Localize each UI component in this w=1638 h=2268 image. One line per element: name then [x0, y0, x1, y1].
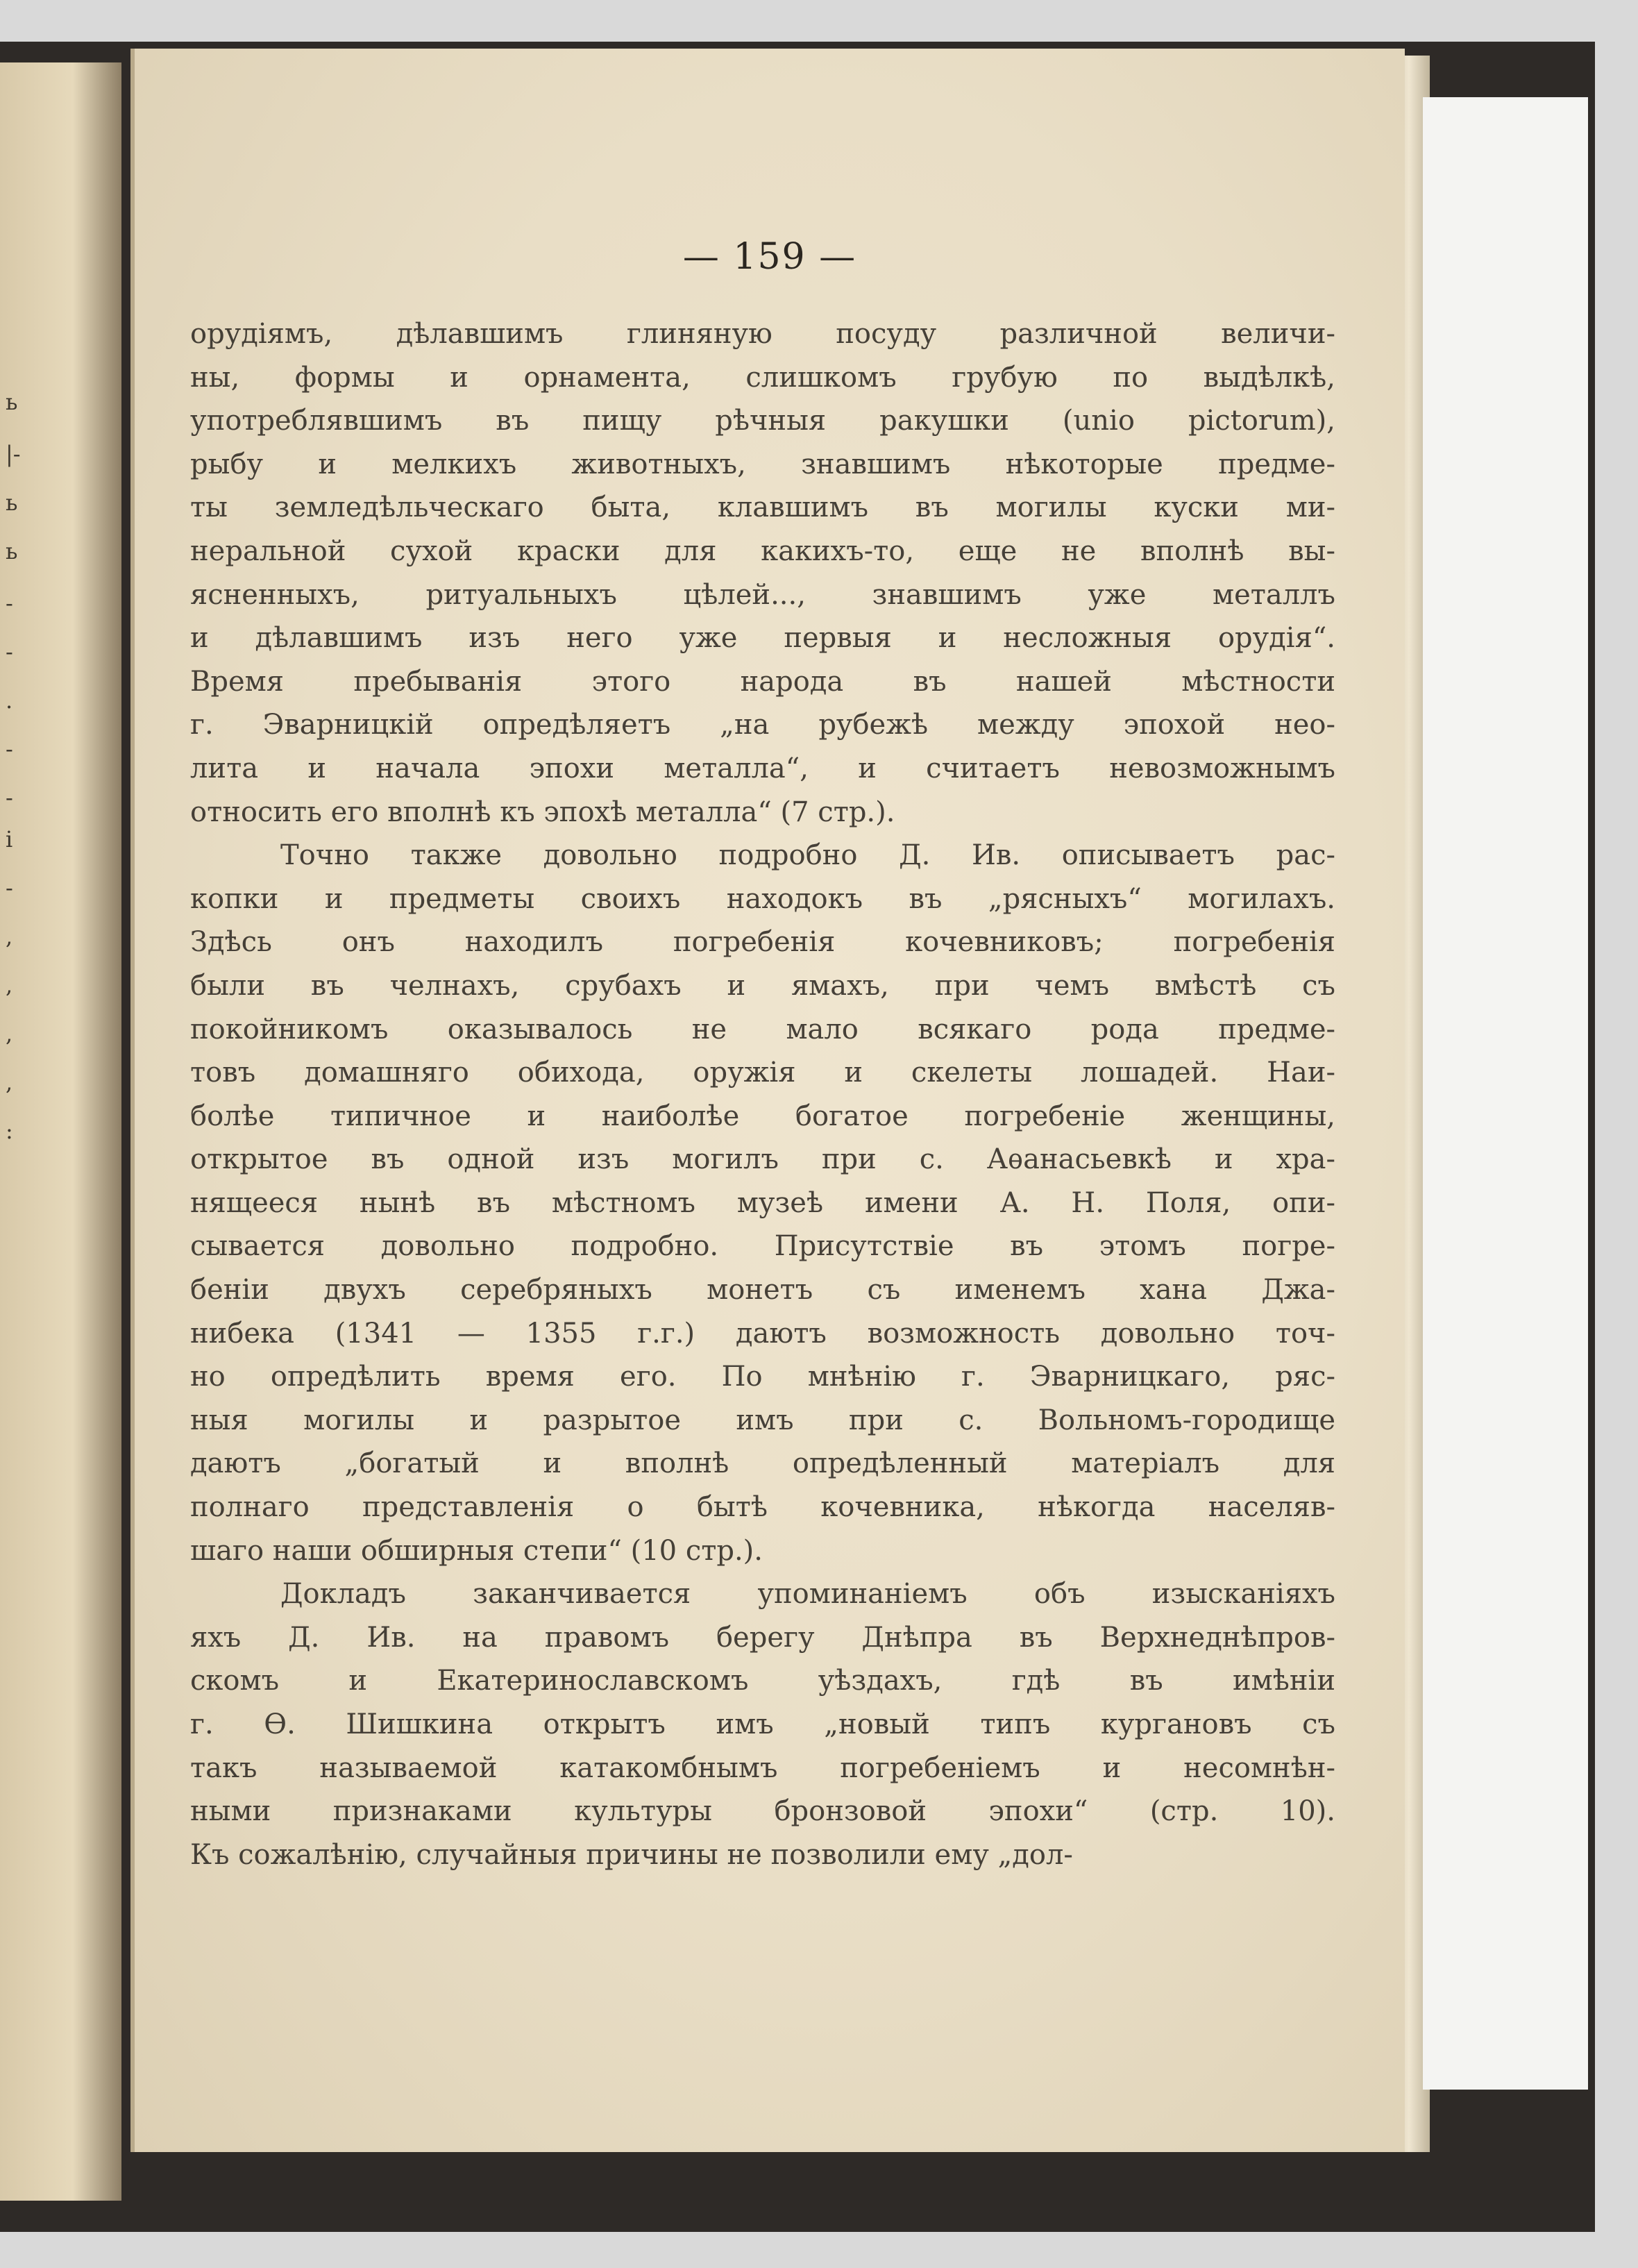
left-page-edge-char: :	[6, 1118, 13, 1144]
left-page-edge-char: -	[6, 784, 13, 811]
text-line: рыбу и мелкихъ животныхъ, знавшимъ нѣкоторые предме-	[190, 448, 1335, 480]
left-page-edge-char: -	[6, 736, 13, 762]
text-line: Точно также довольно подробно Д. Ив. описываетъ рас-	[280, 839, 1335, 872]
text-line: неральной сухой краски для какихъ-то, еще не вполнѣ вы-	[190, 535, 1335, 567]
left-page-edge-char: ь	[6, 489, 18, 516]
text-line: относить его вполнѣ къ эпохѣ металла“ (7 стр.).	[190, 796, 895, 828]
text-line: ты земледѣльческаго быта, клавшимъ въ могилы куски ми-	[190, 492, 1335, 524]
text-line: ны, формы и орнамента, слишкомъ грубую по выдѣлкѣ,	[190, 361, 1335, 394]
left-page-edge-char: -	[6, 590, 13, 616]
text-line: но опредѣлить время его. По мнѣнію г. Эварницкаго, ряс-	[190, 1361, 1335, 1393]
text-line: даютъ „богатый и вполнѣ опредѣленный матеріалъ для	[190, 1447, 1335, 1480]
text-line: открытое въ одной изъ могилъ при с. Аѳанасьевкѣ и хра-	[190, 1143, 1335, 1176]
text-line: Время пребыванія этого народа въ нашей мѣстности	[190, 665, 1335, 698]
left-page-edge-char: ь	[6, 538, 18, 564]
text-line: шаго наши обширныя степи“ (10 стр.).	[190, 1534, 763, 1567]
text-line: ныя могилы и разрытое имъ при с. Вольномъ-городище	[190, 1404, 1335, 1436]
text-line: полнаго представленія о бытѣ кочевника, нѣкогда населяв-	[190, 1491, 1335, 1524]
text-line: г. Ѳ. Шишкина открытъ имъ „новый типъ кургановъ съ	[190, 1708, 1335, 1740]
book-page	[130, 49, 1405, 2152]
text-line: Здѣсь онъ находилъ погребенія кочевниковъ; погребенія	[190, 926, 1335, 959]
left-page-edge	[0, 62, 121, 2201]
text-line: употреблявшимъ въ пищу рѣчныя ракушки (unio pictorum),	[190, 405, 1335, 437]
text-line: Докладъ заканчивается упоминаніемъ объ изысканіяхъ	[280, 1578, 1335, 1611]
text-line: товъ домашняго обихода, оружія и скелеты лошадей. Наи-	[190, 1057, 1335, 1089]
left-page-edge-char: ,	[6, 972, 13, 998]
text-line: копки и предметы своихъ находокъ въ „рясныхъ“ могилахъ.	[190, 882, 1335, 915]
backing-sheet	[1423, 97, 1588, 2090]
text-line: яхъ Д. Ив. на правомъ берегу Днѣпра въ Верхнеднѣпров-	[190, 1621, 1335, 1654]
text-line: ясненныхъ, ритуальныхъ цѣлей..., знавшимъ уже металлъ	[190, 578, 1335, 611]
body-text	[190, 312, 1335, 1876]
text-line: г. Эварницкій опредѣляетъ „на рубежѣ между эпохой нео-	[190, 709, 1335, 741]
text-line: Къ сожалѣнію, случайныя причины не позволили ему „дол-	[190, 1838, 1073, 1871]
text-line: болѣе типичное и наиболѣе богатое погребеніе женщины,	[190, 1100, 1335, 1132]
text-line: покойникомъ оказывалось не мало всякаго рода предме-	[190, 1013, 1335, 1045]
text-line: нибека (1341 — 1355 г.г.) даютъ возможность довольно точ-	[190, 1317, 1335, 1350]
left-page-edge-char: .	[6, 687, 13, 714]
page-number: — 159 —	[682, 236, 857, 278]
text-line: такъ называемой катакомбнымъ погребеніемъ и несомнѣн-	[190, 1752, 1335, 1784]
left-page-edge-char: ,	[6, 1069, 13, 1095]
text-line: ными признаками культуры бронзовой эпохи“ (стр. 10).	[190, 1795, 1335, 1828]
text-line: сывается довольно подробно. Присутствіе въ этомъ погре-	[190, 1230, 1335, 1263]
left-page-edge-char: ,	[6, 923, 13, 950]
text-line: беніи двухъ серебряныхъ монетъ съ именемъ хана Джа-	[190, 1274, 1335, 1307]
left-page-edge-char: -	[6, 639, 13, 665]
left-page-edge-char: -	[6, 875, 13, 901]
text-line: орудіямъ, дѣлавшимъ глиняную посуду различной величи-	[190, 318, 1335, 350]
left-page-edge-char: і	[6, 826, 13, 852]
text-line: и дѣлавшимъ изъ него уже первыя и несложныя орудія“.	[190, 622, 1335, 655]
text-line: скомъ и Екатеринославскомъ уѣздахъ, гдѣ въ имѣніи	[190, 1665, 1335, 1697]
left-page-edge-char: ,	[6, 1020, 13, 1047]
text-line: были въ челнахъ, срубахъ и ямахъ, при чемъ вмѣстѣ съ	[190, 969, 1335, 1002]
left-page-edge-char: |-	[6, 441, 21, 467]
left-page-edge-char: ь	[6, 389, 18, 415]
text-line: нящееся нынѣ въ мѣстномъ музеѣ имени А. Н. Поля, опи-	[190, 1186, 1335, 1219]
text-line: лита и начала эпохи металла“, и считаетъ невозможнымъ	[190, 752, 1335, 784]
